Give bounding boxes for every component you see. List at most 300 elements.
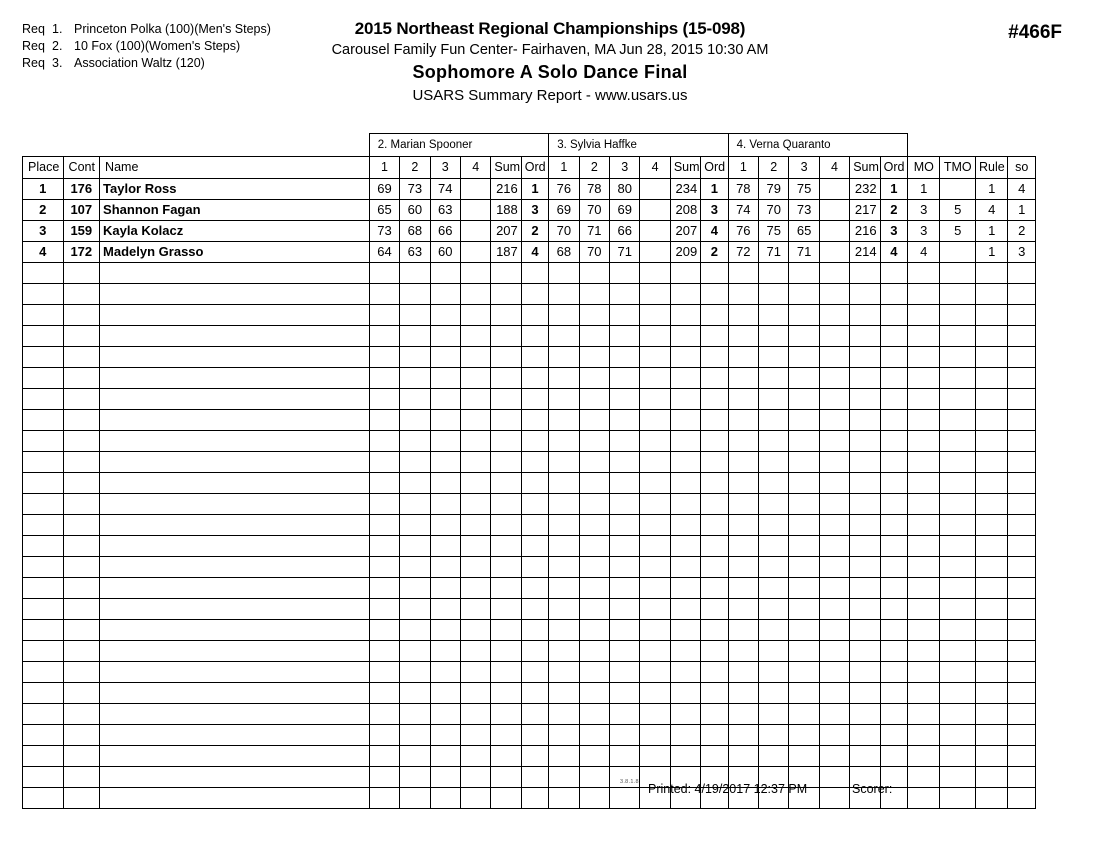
header-j1-sum: Sum (491, 157, 521, 179)
header-j1-score-1: 1 (369, 157, 399, 179)
cell-j3-score-2 (759, 389, 789, 410)
empty-table-row[interactable] (23, 578, 1036, 599)
cell-j3-score-4 (819, 284, 849, 305)
cell-j2-sum (670, 725, 700, 746)
cell-j1-score-3 (430, 284, 460, 305)
cell-j2-sum (670, 494, 700, 515)
cell-place (23, 599, 64, 620)
empty-table-row[interactable] (23, 725, 1036, 746)
cell-rule (975, 473, 1007, 494)
cell-j2-score-1 (549, 326, 579, 347)
cell-j2-score-1 (549, 263, 579, 284)
cell-j1-ord (521, 536, 548, 557)
cell-j3-sum: 232 (850, 179, 880, 200)
cell-so (1008, 347, 1036, 368)
cell-j2-score-2 (579, 368, 609, 389)
cell-j1-score-3 (430, 578, 460, 599)
cell-j2-score-2 (579, 578, 609, 599)
empty-table-row[interactable] (23, 557, 1036, 578)
cell-rule (975, 683, 1007, 704)
cell-cont (63, 284, 100, 305)
cell-j1-sum (491, 326, 521, 347)
cell-j3-sum (850, 305, 880, 326)
cell-j3-sum (850, 368, 880, 389)
cell-j1-score-2 (400, 410, 430, 431)
cell-j1-score-2 (400, 683, 430, 704)
cell-j3-sum: 216 (850, 221, 880, 242)
cell-j3-score-3 (789, 683, 819, 704)
cell-j2-sum (670, 599, 700, 620)
cell-mo (908, 305, 940, 326)
cell-j1-score-2 (400, 452, 430, 473)
cell-j1-ord (521, 326, 548, 347)
cell-j1-score-1 (369, 368, 399, 389)
cell-j1-score-3 (430, 641, 460, 662)
cell-j1-score-2 (400, 725, 430, 746)
cell-tmo: 5 (940, 221, 975, 242)
cell-j2-score-1 (549, 662, 579, 683)
cell-j2-score-4 (640, 725, 670, 746)
cell-j3-score-1 (728, 263, 758, 284)
cell-j2-score-1: 76 (549, 179, 579, 200)
cell-tmo (940, 725, 975, 746)
cell-tmo (940, 452, 975, 473)
cell-j3-score-1 (728, 389, 758, 410)
cell-j2-ord (701, 515, 728, 536)
cell-j3-score-4 (819, 641, 849, 662)
cell-j2-score-2 (579, 641, 609, 662)
header-j2-sum: Sum (670, 157, 700, 179)
empty-table-row[interactable] (23, 410, 1036, 431)
cell-j2-score-3: 69 (610, 200, 640, 221)
cell-j3-score-2 (759, 599, 789, 620)
empty-table-row[interactable] (23, 746, 1036, 767)
cell-place (23, 641, 64, 662)
empty-table-row[interactable] (23, 305, 1036, 326)
cell-j3-score-1 (728, 452, 758, 473)
cell-j3-score-2 (759, 557, 789, 578)
cell-j1-sum (491, 305, 521, 326)
cell-j2-score-2 (579, 599, 609, 620)
cell-mo (908, 431, 940, 452)
cell-j1-score-1 (369, 557, 399, 578)
header-j1-ord: Ord (521, 157, 548, 179)
cell-j1-score-3 (430, 683, 460, 704)
empty-table-row[interactable] (23, 641, 1036, 662)
cell-rule (975, 389, 1007, 410)
empty-table-row[interactable] (23, 683, 1036, 704)
cell-so (1008, 494, 1036, 515)
cell-j1-score-4 (460, 221, 490, 242)
cell-j1-score-4 (460, 326, 490, 347)
scorer-label: Scorer: (852, 782, 893, 796)
cell-j2-score-4 (640, 284, 670, 305)
empty-table-row[interactable] (23, 347, 1036, 368)
cell-j1-score-4 (460, 578, 490, 599)
cell-j2-ord: 3 (701, 200, 728, 221)
cell-j3-score-1 (728, 431, 758, 452)
cell-j3-score-1: 76 (728, 221, 758, 242)
cell-cont (63, 410, 100, 431)
cell-j2-score-4 (640, 620, 670, 641)
cell-j3-score-4 (819, 494, 849, 515)
cell-j1-score-2 (400, 368, 430, 389)
cell-mo (908, 683, 940, 704)
cell-mo (908, 326, 940, 347)
cell-j2-score-2 (579, 704, 609, 725)
cell-place (23, 284, 64, 305)
cell-name (100, 431, 370, 452)
cell-j3-ord: 4 (880, 242, 907, 263)
cell-j1-score-3 (430, 452, 460, 473)
cell-place (23, 326, 64, 347)
cell-j3-score-1: 78 (728, 179, 758, 200)
cell-so (1008, 704, 1036, 725)
empty-table-row[interactable] (23, 452, 1036, 473)
cell-mo: 4 (908, 242, 940, 263)
cell-j2-score-1 (549, 578, 579, 599)
header-j2-ord: Ord (701, 157, 728, 179)
cell-place (23, 494, 64, 515)
cell-tmo (940, 704, 975, 725)
cell-mo (908, 515, 940, 536)
cell-j2-ord (701, 557, 728, 578)
cell-j2-score-1 (549, 725, 579, 746)
cell-j1-ord (521, 725, 548, 746)
cell-j1-score-1 (369, 662, 399, 683)
cell-j3-score-3 (789, 431, 819, 452)
cell-j1-score-3: 66 (430, 221, 460, 242)
cell-j2-score-3 (610, 536, 640, 557)
cell-mo (908, 347, 940, 368)
cell-j2-sum (670, 263, 700, 284)
empty-table-row[interactable] (23, 515, 1036, 536)
cell-j3-score-1 (728, 662, 758, 683)
cell-tmo (940, 494, 975, 515)
score-sheet (22, 133, 1036, 809)
cell-tmo (940, 473, 975, 494)
requirement-text: Association Waltz (120) (74, 56, 205, 70)
cell-mo (908, 389, 940, 410)
cell-j1-score-2 (400, 326, 430, 347)
empty-table-row[interactable] (23, 431, 1036, 452)
cell-j1-score-4 (460, 494, 490, 515)
header-j2-score-4: 4 (640, 157, 670, 179)
cell-j1-ord: 4 (521, 242, 548, 263)
cell-place: 1 (23, 179, 64, 200)
cell-j1-score-3 (430, 557, 460, 578)
cell-j3-score-4 (819, 305, 849, 326)
cell-cont (63, 305, 100, 326)
cell-j3-score-1 (728, 410, 758, 431)
cell-j3-score-1 (728, 725, 758, 746)
cell-mo (908, 704, 940, 725)
cell-j2-score-2: 78 (579, 179, 609, 200)
cell-j1-score-4 (460, 179, 490, 200)
cell-name (100, 347, 370, 368)
cell-rule (975, 263, 1007, 284)
cell-j1-score-2 (400, 431, 430, 452)
band-spacer (1008, 134, 1036, 157)
cell-j2-score-3 (610, 305, 640, 326)
cell-j3-score-2 (759, 536, 789, 557)
cell-j3-score-4 (819, 704, 849, 725)
cell-j1-score-2 (400, 662, 430, 683)
cell-tmo: 5 (940, 200, 975, 221)
cell-j1-score-1 (369, 347, 399, 368)
cell-mo: 3 (908, 200, 940, 221)
cell-j3-ord (880, 683, 907, 704)
cell-j2-score-4 (640, 683, 670, 704)
event-title: Sophomore A Solo Dance Final (412, 62, 688, 82)
cell-so (1008, 368, 1036, 389)
cell-cont (63, 746, 100, 767)
cell-j1-score-2 (400, 641, 430, 662)
cell-j2-score-2: 70 (579, 200, 609, 221)
cell-cont (63, 557, 100, 578)
cell-j2-ord: 2 (701, 242, 728, 263)
cell-j2-score-4 (640, 641, 670, 662)
cell-j3-score-2 (759, 263, 789, 284)
event-code: #466F (1008, 22, 1062, 43)
cell-name (100, 746, 370, 767)
cell-j2-sum: 234 (670, 179, 700, 200)
table-row[interactable] (23, 242, 1036, 263)
requirement-number: 2. (52, 39, 63, 53)
cell-rule (975, 704, 1007, 725)
cell-j1-score-2: 73 (400, 179, 430, 200)
cell-j2-score-2 (579, 263, 609, 284)
cell-j3-score-2 (759, 725, 789, 746)
cell-j2-score-1 (549, 452, 579, 473)
table-row[interactable] (23, 221, 1036, 242)
cell-so: 2 (1008, 221, 1036, 242)
cell-j3-score-1: 74 (728, 200, 758, 221)
table-row[interactable] (23, 179, 1036, 200)
cell-j2-ord (701, 389, 728, 410)
cell-rule (975, 641, 1007, 662)
venue-and-datetime: Carousel Family Fun Center- Fairhaven, MA Jun 28, 2015 10:30 AM (331, 42, 769, 58)
cell-j3-score-2 (759, 452, 789, 473)
cell-place (23, 557, 64, 578)
cell-rule (975, 620, 1007, 641)
cell-j3-score-3 (789, 620, 819, 641)
cell-j2-score-3 (610, 704, 640, 725)
cell-name (100, 536, 370, 557)
results-table (22, 133, 1036, 809)
cell-j2-score-1 (549, 515, 579, 536)
cell-j3-score-4 (819, 347, 849, 368)
cell-cont (63, 641, 100, 662)
cell-so (1008, 725, 1036, 746)
header-cont: Cont (63, 157, 100, 179)
cell-rule (975, 599, 1007, 620)
cell-tmo (940, 242, 975, 263)
empty-table-row[interactable] (23, 263, 1036, 284)
cell-j3-ord (880, 410, 907, 431)
cell-j1-score-3 (430, 389, 460, 410)
cell-j3-sum (850, 431, 880, 452)
cell-j3-score-2 (759, 410, 789, 431)
cell-j1-score-4 (460, 347, 490, 368)
cell-j2-score-3 (610, 389, 640, 410)
cell-j1-sum (491, 515, 521, 536)
cell-j1-score-2 (400, 620, 430, 641)
empty-table-row[interactable] (23, 494, 1036, 515)
empty-table-row[interactable] (23, 326, 1036, 347)
cell-j2-score-3 (610, 515, 640, 536)
cell-j2-score-2 (579, 347, 609, 368)
cell-j3-ord (880, 704, 907, 725)
cell-tmo (940, 263, 975, 284)
cell-j3-score-3: 73 (789, 200, 819, 221)
table-row[interactable] (23, 200, 1036, 221)
header-j3-score-3: 3 (789, 157, 819, 179)
cell-j1-sum (491, 410, 521, 431)
cell-j1-score-2 (400, 515, 430, 536)
cell-j2-ord (701, 431, 728, 452)
empty-table-row[interactable] (23, 389, 1036, 410)
band-spacer (100, 134, 370, 157)
cell-j3-score-4 (819, 326, 849, 347)
cell-j1-score-3 (430, 368, 460, 389)
cell-j2-ord: 4 (701, 221, 728, 242)
cell-j2-sum: 208 (670, 200, 700, 221)
cell-j2-sum (670, 368, 700, 389)
cell-mo (908, 725, 940, 746)
cell-cont (63, 326, 100, 347)
cell-j1-sum (491, 431, 521, 452)
cell-j2-score-2: 70 (579, 242, 609, 263)
report-footer (22, 780, 1036, 804)
cell-j3-sum (850, 704, 880, 725)
cell-j1-score-3 (430, 473, 460, 494)
cell-j2-score-1 (549, 368, 579, 389)
cell-j3-score-4 (819, 410, 849, 431)
cell-j1-score-1 (369, 326, 399, 347)
cell-j3-score-2: 71 (759, 242, 789, 263)
cell-j1-score-1 (369, 284, 399, 305)
cell-cont (63, 662, 100, 683)
cell-j1-score-1: 69 (369, 179, 399, 200)
cell-j1-score-2 (400, 389, 430, 410)
cell-j3-score-4 (819, 515, 849, 536)
empty-table-row[interactable] (23, 284, 1036, 305)
empty-table-row[interactable] (23, 599, 1036, 620)
cell-j1-score-1 (369, 263, 399, 284)
cell-tmo (940, 368, 975, 389)
cell-j2-score-3 (610, 578, 640, 599)
cell-j3-score-4 (819, 683, 849, 704)
cell-j2-sum (670, 473, 700, 494)
cell-j3-sum (850, 578, 880, 599)
empty-table-row[interactable] (23, 368, 1036, 389)
cell-j3-score-3 (789, 326, 819, 347)
cell-j1-score-4 (460, 305, 490, 326)
band-spacer (63, 134, 100, 157)
cell-j1-ord (521, 284, 548, 305)
cell-so (1008, 326, 1036, 347)
empty-table-row[interactable] (23, 620, 1036, 641)
cell-rule (975, 725, 1007, 746)
cell-j2-sum (670, 410, 700, 431)
cell-j3-score-1 (728, 620, 758, 641)
requirement-text: Princeton Polka (100)(Men's Steps) (74, 22, 271, 36)
requirement-label: Req (22, 56, 45, 70)
cell-cont (63, 683, 100, 704)
cell-cont (63, 620, 100, 641)
cell-j1-score-1 (369, 578, 399, 599)
cell-rule (975, 557, 1007, 578)
cell-j3-ord (880, 599, 907, 620)
cell-j2-ord (701, 347, 728, 368)
results-table-body (23, 134, 1036, 809)
cell-j3-score-1 (728, 284, 758, 305)
cell-name (100, 620, 370, 641)
cell-j3-ord: 1 (880, 179, 907, 200)
cell-j2-score-4 (640, 515, 670, 536)
cell-tmo (940, 179, 975, 200)
cell-j2-ord (701, 452, 728, 473)
cell-j3-sum (850, 515, 880, 536)
cell-cont (63, 389, 100, 410)
cell-name (100, 473, 370, 494)
cell-name (100, 263, 370, 284)
empty-table-row[interactable] (23, 704, 1036, 725)
cell-mo (908, 578, 940, 599)
cell-j1-score-1 (369, 515, 399, 536)
cell-rule (975, 347, 1007, 368)
cell-j2-score-3 (610, 473, 640, 494)
cell-j1-sum (491, 746, 521, 767)
cell-j3-score-1 (728, 305, 758, 326)
cell-j2-score-4 (640, 263, 670, 284)
cell-name (100, 662, 370, 683)
cell-cont (63, 452, 100, 473)
cell-j3-sum (850, 263, 880, 284)
cell-j3-score-3 (789, 704, 819, 725)
cell-name (100, 494, 370, 515)
cell-j3-sum (850, 662, 880, 683)
cell-j2-ord (701, 536, 728, 557)
cell-cont: 107 (63, 200, 100, 221)
cell-so (1008, 389, 1036, 410)
cell-j3-score-3 (789, 305, 819, 326)
cell-mo: 3 (908, 221, 940, 242)
cell-rule (975, 515, 1007, 536)
cell-j2-score-2 (579, 452, 609, 473)
cell-j3-score-4 (819, 746, 849, 767)
cell-cont (63, 578, 100, 599)
cell-tmo (940, 389, 975, 410)
cell-j3-ord (880, 662, 907, 683)
cell-j1-score-2: 60 (400, 200, 430, 221)
cell-j3-sum (850, 473, 880, 494)
cell-j1-ord (521, 494, 548, 515)
cell-j3-ord (880, 746, 907, 767)
cell-j1-score-2 (400, 704, 430, 725)
cell-j1-ord (521, 746, 548, 767)
cell-j1-score-4 (460, 515, 490, 536)
empty-table-row[interactable] (23, 662, 1036, 683)
header-j2-score-2: 2 (579, 157, 609, 179)
empty-table-row[interactable] (23, 473, 1036, 494)
cell-j2-ord (701, 326, 728, 347)
cell-j1-score-1 (369, 599, 399, 620)
cell-j1-score-4 (460, 263, 490, 284)
empty-table-row[interactable] (23, 536, 1036, 557)
cell-j3-score-2 (759, 284, 789, 305)
